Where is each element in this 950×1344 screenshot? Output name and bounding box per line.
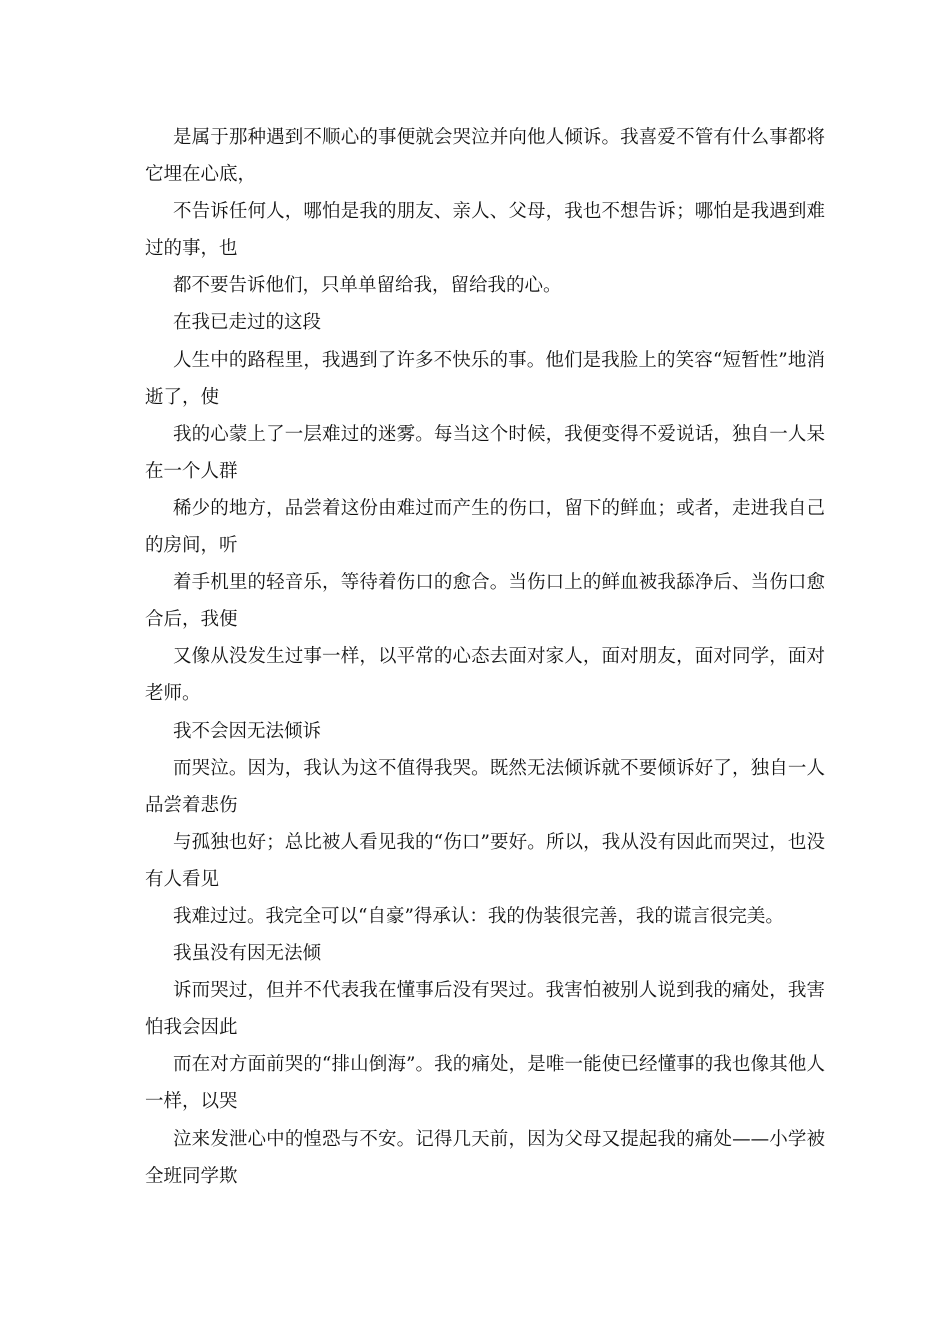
paragraph: 与孤独也好；总比被人看见我的“伤口”要好。所以，我从没有因此而哭过，也没有人看见 xyxy=(145,831,825,890)
paragraph: 在我已走过的这段 xyxy=(173,312,322,334)
paragraph: 我虽没有因无法倾 xyxy=(173,943,322,965)
body-text xyxy=(145,119,825,1195)
paragraph: 着手机里的轻音乐，等待着伤口的愈合。当伤口上的鲜血被我舔净后、当伤口愈合后，我便 xyxy=(145,572,825,631)
paragraph: 我不会因无法倾诉 xyxy=(173,720,322,742)
paragraph: 又像从没发生过事一样，以平常的心态去面对家人，面对朋友，面对同学，面对老师。 xyxy=(145,646,825,705)
paragraph: 是属于那种遇到不顺心的事便就会哭泣并向他人倾诉。我喜爱不管有什么事都将它埋在心底， xyxy=(145,127,825,186)
paragraph: 泣来发泄心中的惶恐与不安。记得几天前，因为父母又提起我的痛处——小学被全班同学欺 xyxy=(145,1128,825,1187)
paragraph: 我难过过。我完全可以“自豪”得承认：我的伪装很完善，我的谎言很完美。 xyxy=(173,905,784,927)
paragraph: 人生中的路程里，我遇到了许多不快乐的事。他们是我脸上的笑容“短暂性”地消逝了，使 xyxy=(145,349,825,408)
paragraph: 都不要告诉他们，只单单留给我，留给我的心。 xyxy=(173,275,562,297)
paragraph: 稀少的地方，品尝着这份由难过而产生的伤口，留下的鲜血；或者，走进我自己的房间，听 xyxy=(145,497,825,557)
paragraph: 而在对方面前哭的“排山倒海”。我的痛处，是唯一能使已经懂事的我也像其他人一样，以哭 xyxy=(145,1054,825,1113)
paragraph: 我的心蒙上了一层难过的迷雾。每当这个时候，我便变得不爱说话，独自一人呆在一个人群 xyxy=(145,423,825,482)
paragraph: 诉而哭过，但并不代表我在懂事后没有哭过。我害怕被别人说到我的痛处，我害怕我会因此 xyxy=(145,980,825,1039)
paragraph: 而哭泣。因为，我认为这不值得我哭。既然无法倾诉就不要倾诉好了，独自一人品尝着悲伤 xyxy=(145,757,825,816)
paragraph: 不告诉任何人，哪怕是我的朋友、亲人、父母，我也不想告诉；哪怕是我遇到难过的事，也 xyxy=(145,201,825,260)
